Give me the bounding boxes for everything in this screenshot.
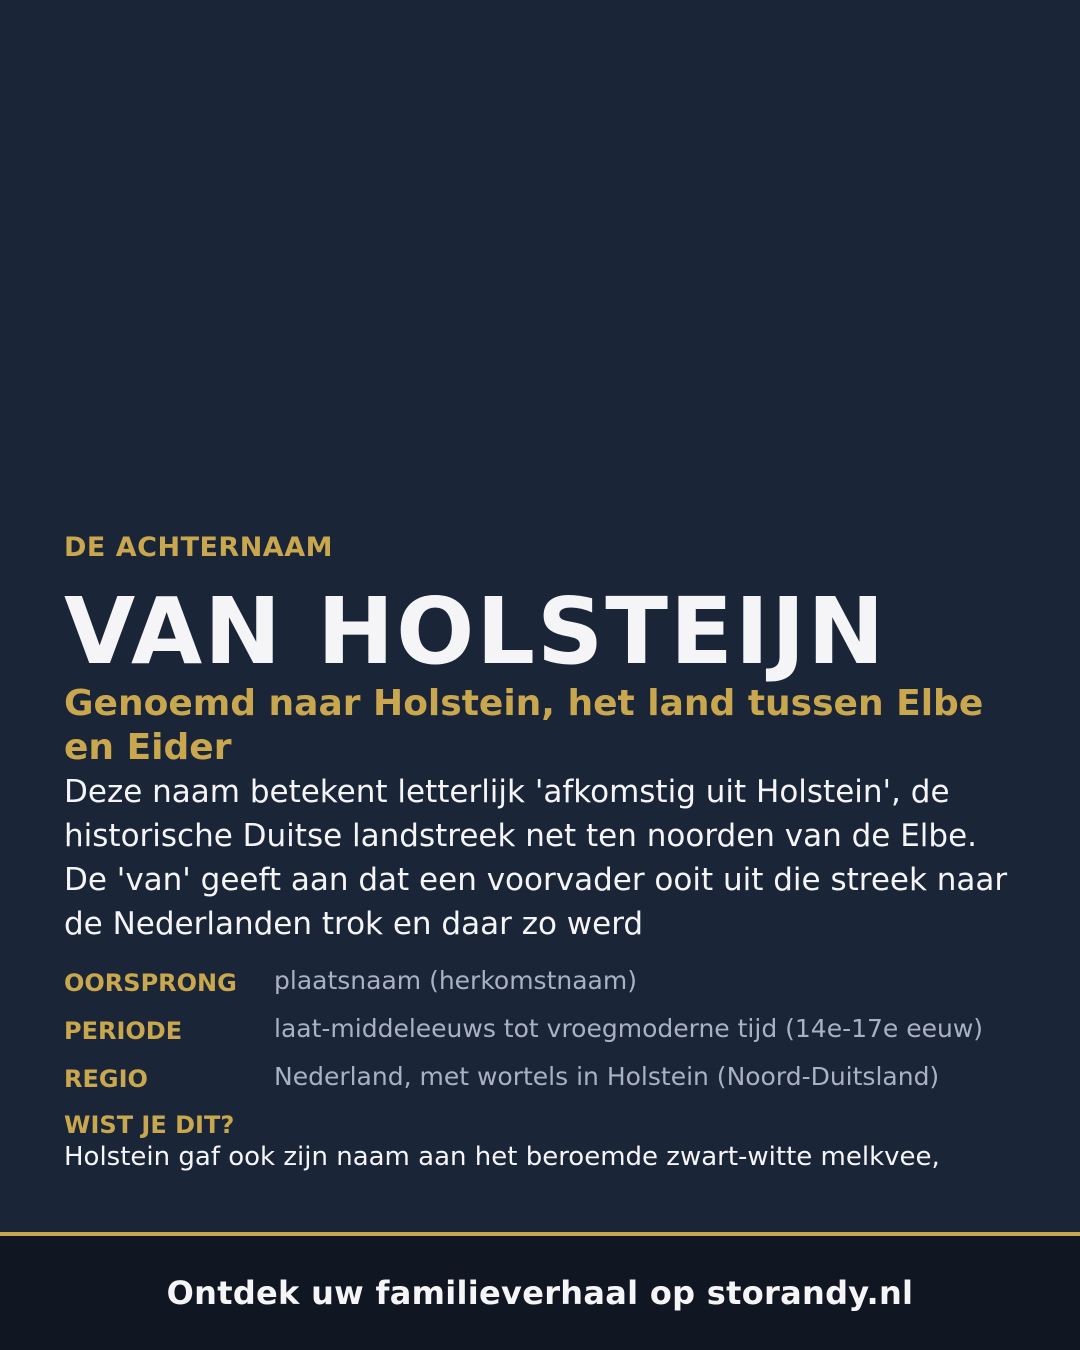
footer-banner bbox=[0, 1232, 1080, 1350]
did-you-know-label: WIST JE DIT? bbox=[64, 1111, 235, 1139]
fact-label: PERIODE bbox=[64, 1017, 183, 1045]
fact-row-region bbox=[64, 1062, 1024, 1094]
fact-value: plaatsnaam (herkomstnaam) bbox=[274, 966, 637, 995]
surname-card bbox=[64, 530, 1024, 1232]
surname-subtitle: Genoemd naar Holstein, het land tussen Elbe en Eider bbox=[64, 683, 984, 768]
fact-label: OORSPRONG bbox=[64, 969, 237, 997]
fact-value: laat-middeleeuws tot vroegmoderne tijd (14e-17e eeuw) bbox=[274, 1014, 984, 1043]
eyebrow-label: DE ACHTERNAAM bbox=[64, 532, 333, 563]
fact-row-origin bbox=[64, 966, 1024, 998]
footer-cta: Ontdek uw familieverhaal op storandy.nl bbox=[166, 1274, 914, 1312]
fact-row-period bbox=[64, 1014, 1024, 1046]
surname-title: VAN HOLSTEIJN bbox=[64, 578, 887, 685]
fact-label: REGIO bbox=[64, 1065, 148, 1093]
surname-description: Deze naam betekent letterlijk 'afkomstig uit Holstein', de historische Duitse landstreek net ten noorden van de Elbe. De 'van' geeft aan dat een voorvader ooit uit die streek naar de Nederlanden trok en daar zo werd bbox=[64, 774, 1008, 942]
did-you-know-text: Holstein gaf ook zijn naam aan het beroemde zwart-witte melkvee, bbox=[64, 1142, 940, 1172]
facts-list bbox=[64, 966, 1024, 1094]
fact-value: Nederland, met wortels in Holstein (Noord-Duitsland) bbox=[274, 1062, 940, 1091]
